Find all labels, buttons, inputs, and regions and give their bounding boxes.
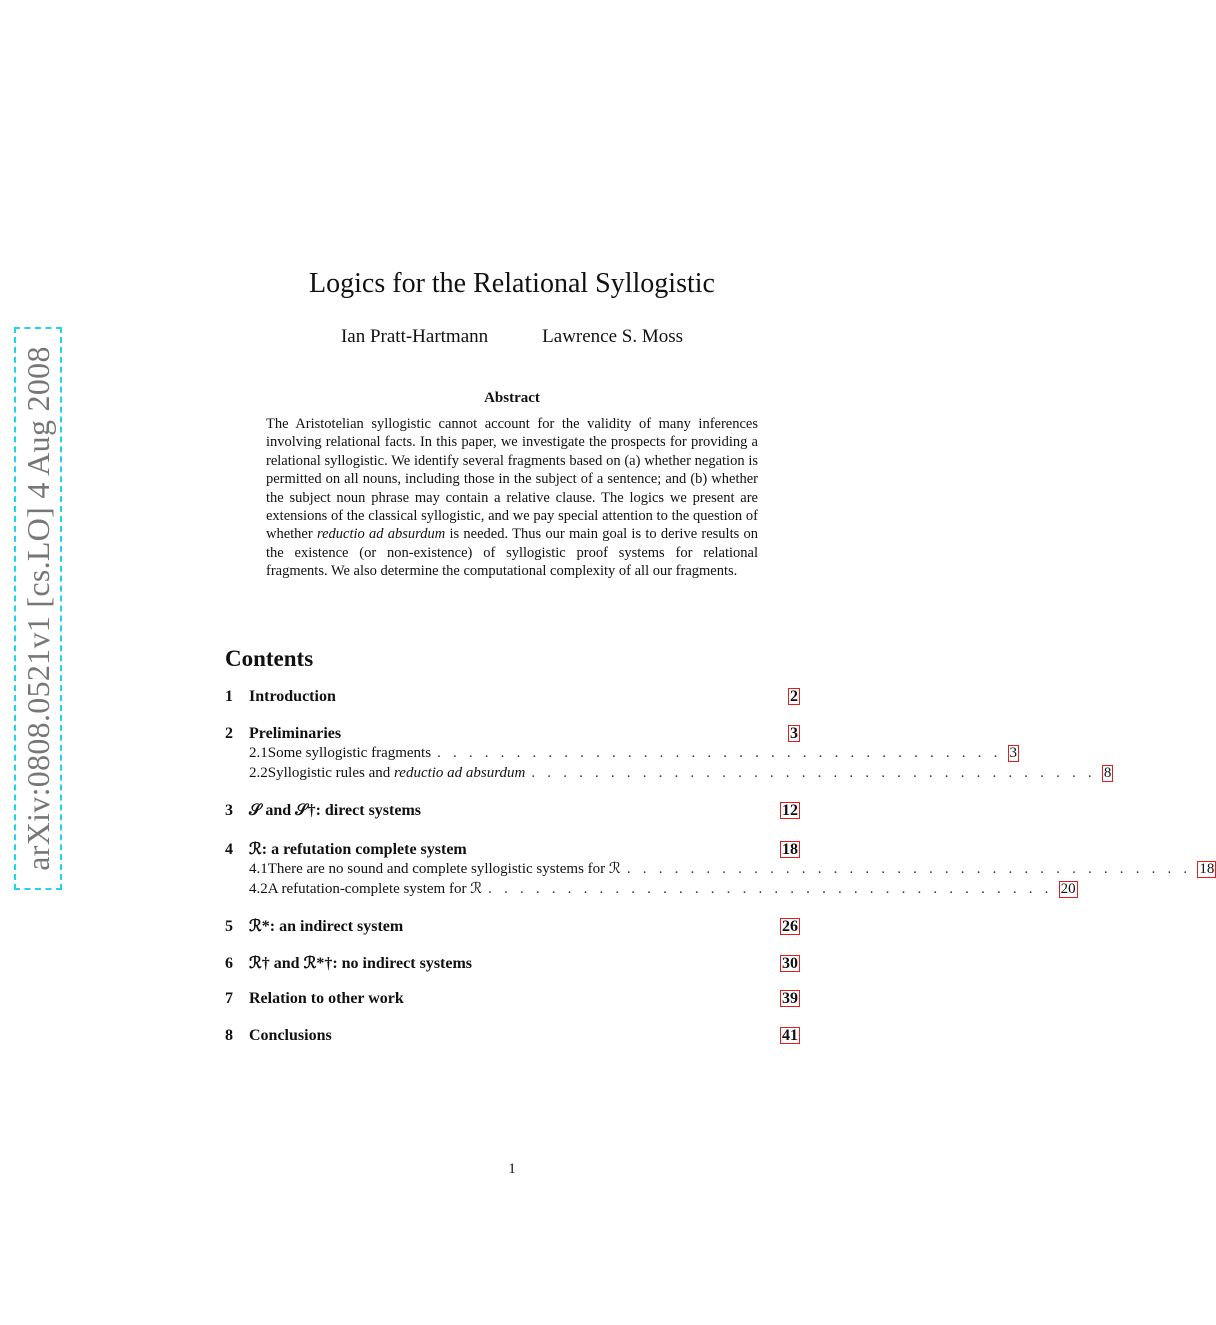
page-number: 1	[508, 1161, 516, 1177]
page-link[interactable]: 39	[782, 990, 798, 1007]
subsection-number: 2.1	[249, 745, 268, 761]
page-link[interactable]: 3	[790, 725, 798, 742]
dot-leader: . . . . . . . . . . . . . . . . . . . . . . . . . . . . . . . . . . . .	[488, 881, 1053, 897]
subsection-number: 2.2	[249, 765, 268, 781]
page-link[interactable]: 30	[782, 955, 798, 972]
subsection-number: 4.1	[249, 861, 268, 877]
page-link[interactable]: 26	[782, 918, 798, 935]
page-link[interactable]: 12	[782, 802, 798, 819]
subsection-title: A refutation-complete system for ℛ	[267, 881, 483, 897]
section-title: Relation to other work	[249, 990, 404, 1007]
section-number: 6	[225, 955, 233, 972]
section-title: ℛ† and ℛ*†: no indirect systems	[249, 955, 473, 972]
page-link[interactable]: 20	[1060, 881, 1076, 897]
toc-section-7[interactable]	[225, 990, 800, 1010]
section-number: 3	[225, 802, 233, 819]
dot-leader: . . . . . . . . . . . . . . . . . . . . . . . . . . . . . . . . . . . .	[626, 861, 1192, 877]
subsection-number: 4.2	[249, 881, 268, 897]
section-number: 4	[225, 841, 233, 858]
toc-section-2[interactable]	[225, 725, 800, 745]
author-1: Ian Pratt-Hartmann	[340, 326, 489, 347]
contents-heading: Contents	[225, 646, 314, 671]
toc-subsection-2-2[interactable]	[225, 765, 1112, 785]
dot-leader: . . . . . . . . . . . . . . . . . . . . . . . . . . . . . . . . . . . .	[437, 745, 1002, 761]
subsection-title: There are no sound and complete syllogistic systems for ℛ	[267, 861, 621, 877]
toc-section-1[interactable]	[225, 688, 800, 708]
page-link[interactable]: 41	[782, 1027, 798, 1044]
section-number: 7	[225, 990, 233, 1007]
page-link[interactable]: 18	[782, 841, 798, 858]
section-title: ℛ*: an indirect system	[249, 918, 404, 935]
toc-section-3[interactable]	[225, 802, 800, 822]
section-number: 1	[225, 688, 233, 705]
section-title: 𝒮 and 𝒮†: direct systems	[249, 802, 422, 819]
abstract-text: The Aristotelian syllogistic cannot account for the validity of many inferences involving relational facts. In this paper, we investigate the prospects for providing a relational syllogistic. We identify several fragments based on (a) whether negation is permitted on all nouns, including those in the subject of a sentence; and (b) whether the subject noun phrase may contain a relative clause. The logics we present are extensions of the classical syllogistic, and we pay special attention to the question of whether reductio ad absurdum is needed. Thus our main goal is to derive results on the existence (or non-existence) of syllogistic proof systems for relational fragments. We also determine the computational complexity of all our fragments.	[266, 416, 758, 580]
dot-leader: . . . . . . . . . . . . . . . . . . . . . . . . . . . . . . . . . . . .	[531, 765, 1096, 781]
toc-section-5[interactable]	[225, 916, 800, 936]
section-number: 2	[225, 725, 233, 742]
author-2: Lawrence S. Moss	[542, 326, 684, 347]
subsection-title: Some syllogistic fragments	[267, 745, 432, 761]
arxiv-stamp[interactable]	[14, 327, 62, 890]
page-link[interactable]: 2	[790, 688, 798, 705]
author-list	[0, 326, 1024, 348]
toc-subsection-4-1[interactable]	[225, 859, 1215, 879]
section-number: 8	[225, 1027, 233, 1044]
arxiv-id: arXiv:0808.0521v1 [cs.LO] 4 Aug 2008	[19, 346, 56, 871]
abstract-heading: Abstract	[484, 390, 540, 406]
section-title: ℛ: a refutation complete system	[249, 841, 467, 858]
toc-section-4[interactable]	[225, 839, 800, 859]
section-title: Conclusions	[249, 1027, 332, 1044]
page-link[interactable]: 8	[1103, 765, 1112, 781]
toc-subsection-4-2[interactable]	[225, 879, 1076, 899]
page-link[interactable]: 3	[1009, 745, 1018, 761]
toc-section-8[interactable]	[225, 1027, 800, 1047]
toc-subsection-2-1[interactable]	[225, 745, 1018, 765]
table-of-contents	[225, 688, 1215, 1047]
section-number: 5	[225, 918, 233, 935]
subsection-title: Syllogistic rules and reductio ad absurdum	[267, 765, 526, 781]
section-title: Preliminaries	[249, 725, 342, 742]
toc-section-6[interactable]	[225, 953, 800, 973]
section-title: Introduction	[249, 688, 336, 705]
paper-title: Logics for the Relational Syllogistic	[309, 268, 715, 299]
page-link[interactable]: 18	[1199, 861, 1215, 877]
